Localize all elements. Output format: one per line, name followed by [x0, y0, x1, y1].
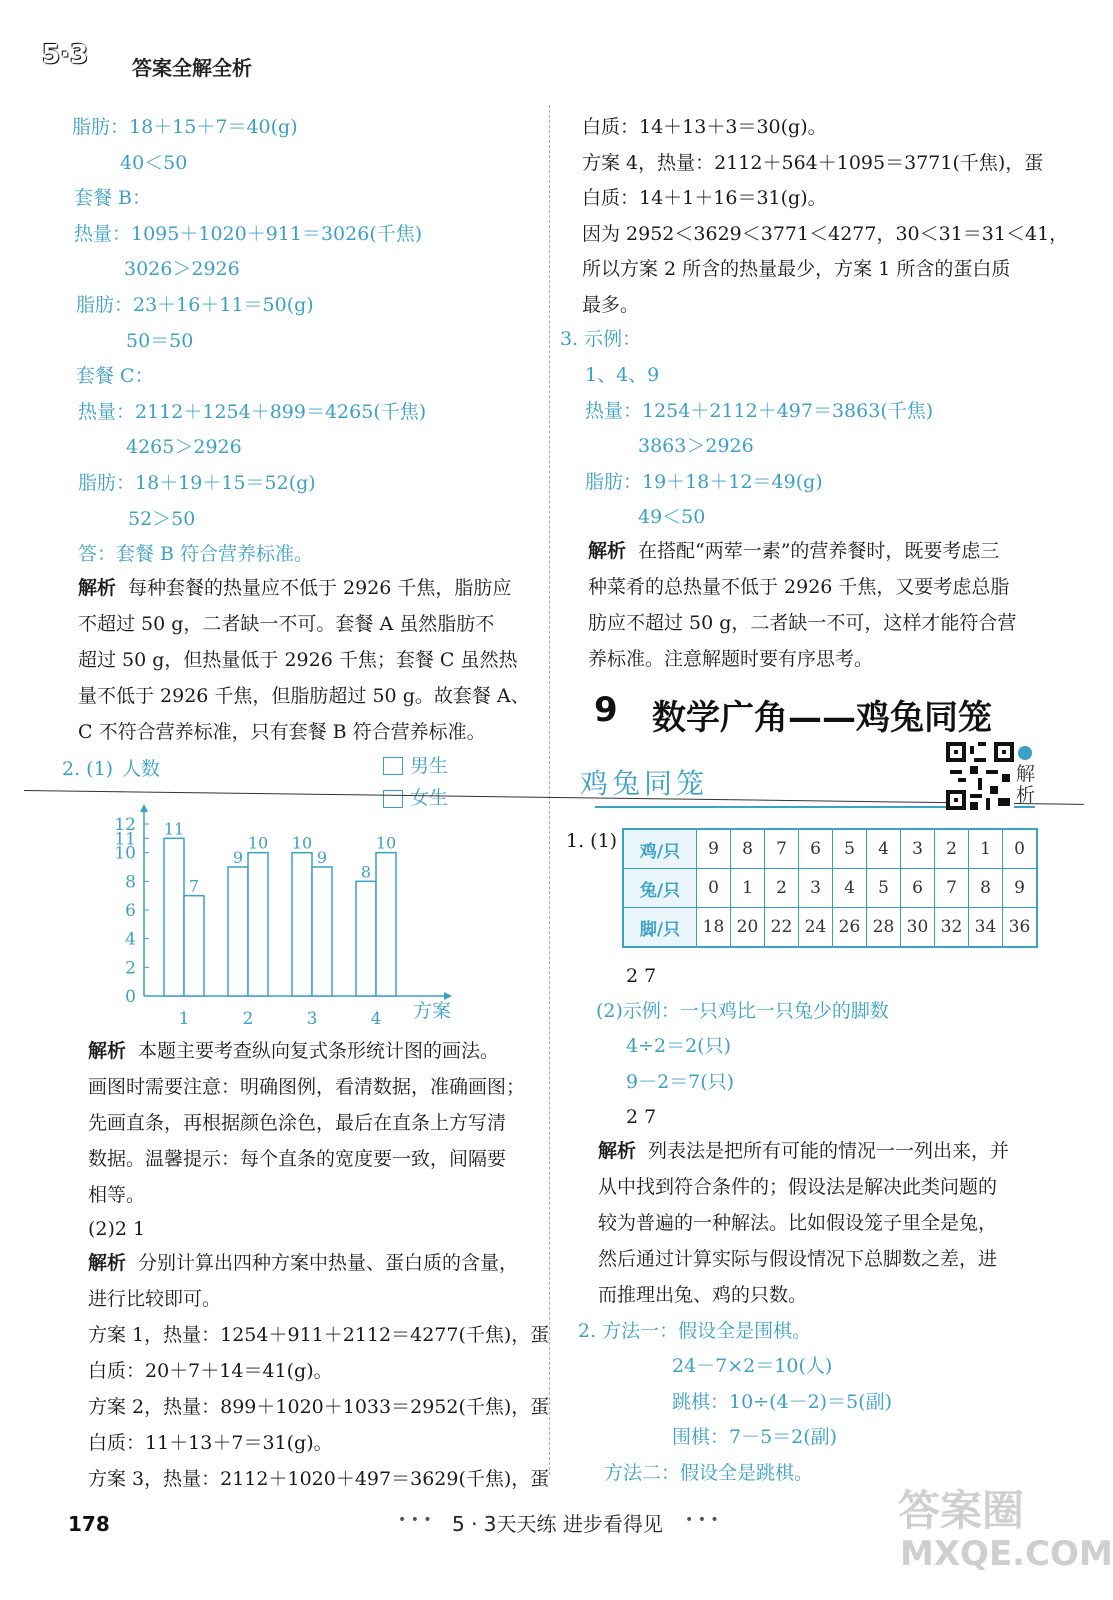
bar-value-label: 11	[163, 819, 185, 839]
table-cell: 2	[935, 829, 969, 869]
left-line: 52＞50	[128, 507, 196, 530]
footer-dots-left: • • •	[398, 1512, 432, 1528]
right-line: 白质：14＋1＋16＝31(g)。	[582, 187, 827, 210]
table-row	[623, 829, 1037, 869]
q3-line: 3863＞2926	[638, 435, 754, 458]
table-cell: 8	[731, 829, 765, 869]
table-cell: 7	[935, 869, 969, 908]
analysis-line: 而推理出兔、鸡的只数。	[598, 1284, 808, 1306]
analysis-line: 每种套餐的热量应不低于 2926 千焦，脂肪应	[128, 577, 512, 599]
page-number: 178	[68, 1512, 110, 1536]
table-row	[623, 869, 1037, 908]
left-line: 4265＞2926	[126, 436, 242, 459]
bar	[184, 896, 204, 996]
table-cell: 24	[799, 908, 833, 948]
watermark-logo: 答案圈	[898, 1486, 1025, 1535]
analysis-line: 画图时需要注意：明确图例，看清数据，准确画图；	[88, 1076, 526, 1098]
table-cell: 6	[799, 829, 833, 869]
table-cell: 20	[731, 908, 765, 948]
analysis-line: 肪应不超过 50 g，二者缺一不可，这样才能符合营	[588, 612, 1017, 634]
table-cell: 0	[1003, 829, 1038, 869]
left-line: 50＝50	[126, 329, 194, 352]
table-cell: 1	[969, 829, 1003, 869]
table-cell: 8	[969, 869, 1003, 908]
y-tick-label: 12	[114, 815, 136, 835]
bar-value-label: 10	[247, 833, 269, 853]
table-row	[623, 908, 1037, 948]
table-cell: 18	[697, 908, 731, 948]
analysis-line: 方案 3，热量：2112＋1020＋497＝3629(千焦)，蛋	[88, 1468, 550, 1490]
bar-value-label: 10	[375, 833, 397, 853]
q1-2-line: 4÷2＝2(只)	[626, 1035, 732, 1057]
right-line: 最多。	[582, 294, 640, 316]
row-header: 兔/只	[623, 869, 697, 908]
y-tick-label: 2	[125, 958, 136, 979]
q2-line: 跳棋：10÷(4－2)＝5(副)	[672, 1390, 893, 1413]
analysis-line: 从中找到符合条件的；假设法是解决此类问题的	[598, 1176, 998, 1198]
bar	[376, 853, 396, 996]
left-line: 套餐 C：	[76, 365, 154, 388]
analysis-line: 方案 2，热量：899＋1020＋1033＝2952(千焦)，蛋	[88, 1396, 550, 1418]
qr-play-icon	[1018, 746, 1032, 760]
analysis-label: 解析	[88, 1040, 127, 1062]
table-cell: 32	[935, 908, 969, 948]
q1-2-line: 9－2＝7(只)	[626, 1070, 735, 1093]
brand-logo: 5·3	[42, 40, 89, 70]
table-cell: 9	[1003, 869, 1038, 908]
analysis-line: 方案 1，热量：1254＋911＋2112＝4277(千焦)，蛋	[88, 1324, 550, 1346]
table-cell: 5	[833, 829, 867, 869]
bar	[312, 867, 332, 996]
bar-value-label: 10	[291, 833, 313, 853]
table-cell: 0	[697, 869, 731, 908]
y-tick-label: 4	[125, 929, 136, 950]
q3-line: 49＜50	[638, 506, 706, 529]
qr-code-icon[interactable]	[946, 742, 1014, 810]
x-axis-label: 方案	[413, 1000, 452, 1022]
analysis-line: 进行比较即可。	[88, 1288, 222, 1310]
analysis-label: 解析	[88, 1252, 127, 1274]
q3-line: 热量：1254＋2112＋497＝3863(千焦)	[585, 399, 934, 422]
y-tick-label: 8	[125, 872, 136, 893]
table-cell: 34	[969, 908, 1003, 948]
q2-line: 围棋：7－5＝2(副)	[672, 1426, 838, 1448]
bar-value-label: 7	[188, 876, 200, 896]
analysis-line: 超过 50 g，但热量低于 2926 千焦；套餐 C 虽然热	[78, 649, 518, 671]
x-axis-arrow	[444, 992, 452, 1000]
legend-box-boys	[383, 757, 403, 775]
left-line: 脂肪：23＋16＋11＝50(g)	[76, 294, 314, 316]
section-number: 9	[594, 690, 618, 730]
bar-chart	[100, 780, 480, 1029]
x-tick-label: 3	[306, 1009, 318, 1029]
x-tick-label: 4	[370, 1009, 382, 1029]
table-cell: 1	[731, 869, 765, 908]
analysis-line: 分别计算出四种方案中热量、蛋白质的含量，	[138, 1252, 519, 1274]
table-cell: 6	[901, 869, 935, 908]
analysis-label: 解析	[78, 577, 117, 599]
bar-value-label: 9	[316, 848, 328, 867]
bar-value-label: 8	[360, 862, 372, 882]
question-2-label: 2. (1)	[62, 758, 114, 780]
left-line: 答：套餐 B 符合营养标准。	[78, 543, 314, 566]
left-line: 脂肪：18＋15＋7＝40(g)	[72, 116, 298, 138]
bar	[248, 853, 268, 996]
question-3-label: 3. 示例：	[560, 328, 642, 350]
footer-slogan: 5 · 3天天练 进步看得见	[452, 1512, 663, 1536]
table-cell: 4	[867, 829, 901, 869]
analysis-line: 养标准。注意解题时要有序思考。	[588, 648, 874, 670]
q3-line: 脂肪：19＋18＋12＝49(g)	[585, 470, 823, 493]
legend-label-girls: 女生	[410, 787, 449, 809]
question-1-label: 1. (1)	[566, 830, 618, 852]
bar	[228, 867, 248, 996]
table-cell: 26	[833, 908, 867, 948]
right-line: 白质：14＋13＋3＝30(g)。	[582, 116, 827, 138]
left-line: 脂肪：18＋19＋15＝52(g)	[78, 472, 316, 494]
y-tick-label: 0	[125, 987, 136, 1007]
y-axis-arrow	[140, 804, 148, 812]
analysis-line: 本题主要考查纵向复式条形统计图的画法。	[138, 1040, 500, 1062]
bar	[292, 853, 312, 996]
subsection-title: 鸡兔同笼	[580, 767, 709, 800]
analysis-line: 白质：20＋7＋14＝41(g)。	[88, 1360, 333, 1382]
table-cell: 3	[901, 829, 935, 869]
table-cell: 2	[765, 869, 799, 908]
analysis-line: 白质：11＋13＋7＝31(g)。	[88, 1432, 333, 1454]
left-line: 热量：2112＋1254＋899＝4265(千焦)	[78, 400, 427, 423]
table-cell: 22	[765, 908, 799, 948]
row-header: 鸡/只	[623, 829, 697, 869]
question-1-answer: 2 7	[626, 965, 657, 987]
right-line: 方案 4，热量：2112＋564＋1095＝3771(千焦)，蛋	[582, 151, 1044, 174]
left-line: 3026＞2926	[124, 258, 240, 281]
bar-value-label: 9	[232, 848, 244, 867]
y-axis-label: 人数	[122, 758, 161, 780]
table-cell: 5	[867, 869, 901, 908]
analysis-line: 不超过 50 g，二者缺一不可。套餐 A 虽然脂肪不	[78, 613, 495, 635]
q2-line: 24－7×2＝10(人)	[672, 1355, 833, 1377]
bar	[164, 838, 184, 996]
right-line: 因为 2952＜3629＜3771＜4277，30＜31＝31＜41，	[582, 222, 1069, 245]
analysis-line: 种菜肴的总热量不低于 2926 千焦，又要考虑总脂	[588, 576, 1010, 598]
question-2-method-1: 2. 方法一：假设全是围棋。	[578, 1320, 812, 1342]
left-line: 热量：1095＋1020＋911＝3026(千焦)	[74, 222, 423, 245]
table-cell: 3	[799, 869, 833, 908]
analysis-line: 量不低于 2926 千焦，但脂肪超过 50 g。故套餐 A、	[78, 685, 530, 707]
question-2-method-2: 方法二：假设全是跳棋。	[604, 1462, 814, 1484]
analysis-line: 相等。	[88, 1184, 146, 1206]
q3-line: 1、4、9	[585, 364, 660, 386]
column-divider	[549, 105, 550, 1475]
header-title: 答案全解全析	[132, 56, 252, 80]
x-tick-label: 1	[178, 1009, 190, 1029]
table-cell: 36	[1003, 908, 1038, 948]
analysis-line: C 不符合营养标准，只有套餐 B 符合营养标准。	[78, 721, 486, 743]
analysis-line: 在搭配“两荤一素”的营养餐时，既要考虑三	[638, 540, 1000, 562]
table-cell: 28	[867, 908, 901, 948]
y-tick-label: 6	[125, 901, 136, 921]
analysis-line: 然后通过计算实际与假设情况下总脚数之差，进	[598, 1248, 998, 1270]
table-cell: 7	[765, 829, 799, 869]
row-header: 脚/只	[623, 908, 697, 948]
right-line: 所以方案 2 所含的热量最少，方案 1 所含的蛋白质	[582, 258, 1011, 281]
analysis-line: 列表法是把所有可能的情况一一列出来，并	[648, 1140, 1010, 1162]
watermark-url: MXQE.COM	[900, 1534, 1113, 1574]
analysis-line: 先画直条，再根据颜色涂色，最后在直条上方写清	[88, 1112, 507, 1134]
chicken-rabbit-table	[622, 828, 1038, 948]
left-line: 套餐 B：	[74, 187, 152, 210]
y-tick-label: 11	[114, 829, 136, 850]
legend-label-boys: 男生	[410, 755, 449, 777]
footer-dots-right: • • •	[685, 1512, 719, 1528]
y-tick-label: 10	[114, 843, 136, 864]
table-cell: 30	[901, 908, 935, 948]
analysis-label: 解析	[588, 540, 627, 562]
x-tick-label: 2	[242, 1009, 254, 1029]
section-title: 数学广角——鸡兔同笼	[652, 698, 992, 738]
question-2-part-2: (2)2 1	[88, 1218, 146, 1240]
table-cell: 9	[697, 829, 731, 869]
table-cell: 4	[833, 869, 867, 908]
qr-label: 解析	[1016, 763, 1036, 806]
left-line: 40＜50	[120, 151, 188, 174]
q1-2-line: 2 7	[626, 1106, 657, 1128]
analysis-line: 数据。温馨提示：每个直条的宽度要一致，间隔要	[88, 1148, 507, 1170]
question-1-part-2: (2)示例：一只鸡比一只兔少的脚数	[596, 1000, 889, 1022]
analysis-label: 解析	[598, 1140, 637, 1162]
analysis-line: 较为普遍的一种解法。比如假设笼子里全是兔，	[598, 1212, 998, 1234]
bar	[356, 881, 376, 996]
